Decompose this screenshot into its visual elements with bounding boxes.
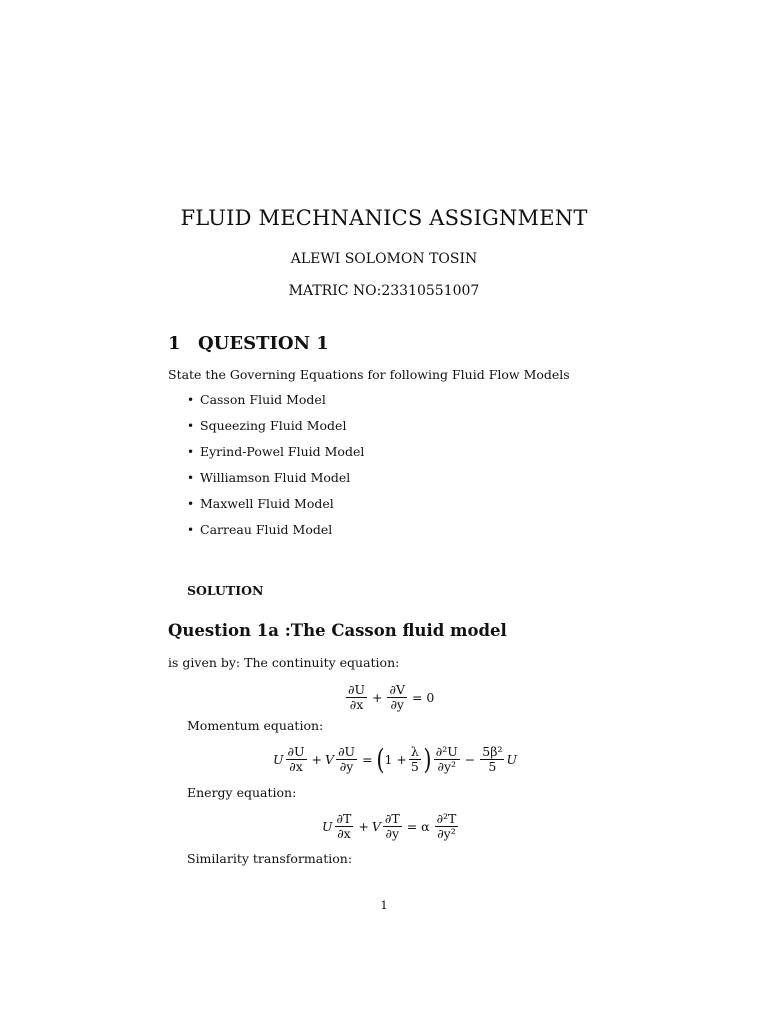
continuity-equation: $\frac{\partial U}{\partial x}$ + $\frac{\partial V}{\partial y}$ = 0	[348, 682, 435, 712]
energy-equation: U $\frac{\partial T}{\partial x}$ + V $\frac{\partial T}{\partial y}$ = α $\frac{\text{∂²T}}{\text{∂y²}}$	[322, 811, 457, 841]
bullet-icon: •	[187, 419, 195, 433]
fraction: $\frac{\text{∂²T}}{\text{∂y²}}$	[436, 811, 457, 841]
fraction: $\frac{\partial U}{\partial x}$	[287, 744, 305, 774]
question-intro: State the Governing Equations for following Fluid Flow Models	[168, 367, 570, 382]
fluid-model-list	[187, 391, 364, 547]
energy-label: Energy equation:	[187, 785, 297, 800]
bullet-icon: •	[187, 523, 195, 537]
subsection-heading: Question 1a :The Casson fluid model	[168, 621, 507, 640]
similarity-label: Similarity transformation:	[187, 851, 353, 866]
fraction: $\frac{\text{∂²U}}{\text{∂y²}}$	[435, 744, 458, 774]
fraction: $\frac{\partial T}{\partial x}$	[336, 811, 352, 841]
bullet-icon: •	[187, 497, 195, 511]
document-title: FLUID MECHNANICS ASSIGNMENT	[180, 206, 588, 230]
list-item: • Carreau Fluid Model	[187, 522, 333, 537]
momentum-label: Momentum equation:	[187, 718, 324, 733]
fraction: $\frac{\partial T}{\partial y}$	[384, 811, 400, 841]
solution-label: SOLUTION	[187, 583, 264, 598]
fraction: $\frac{\partial U}{\partial y}$	[338, 744, 356, 774]
bullet-icon: •	[187, 393, 195, 407]
list-item: • Squeezing Fluid Model	[187, 418, 347, 433]
section-number: 1	[168, 333, 181, 354]
section-heading	[168, 333, 329, 354]
list-item: • Williamson Fluid Model	[187, 470, 351, 485]
list-item: • Casson Fluid Model	[187, 392, 326, 407]
fraction: $\frac{\lambda}{5}$	[410, 744, 419, 774]
list-item: • Maxwell Fluid Model	[187, 496, 334, 511]
fraction: $\frac{\partial V}{\partial y}$	[389, 682, 405, 712]
fraction: $\frac{\partial U}{\partial x}$	[348, 682, 365, 712]
continuity-intro: is given by: The continuity equation:	[168, 655, 400, 670]
list-item: • Eyrind-Powel Fluid Model	[187, 444, 365, 459]
fraction: $\frac{\text{5β²}}{5}$	[482, 744, 503, 774]
bullet-icon: •	[187, 471, 195, 485]
momentum-equation: U $\frac{\partial U}{\partial x}$ + V $\frac{\partial U}{\partial y}$ = ( 1 + $\frac{\lambda}{5}$ ) $\frac{\text{∂²U}}{\text{∂y²}}$ − $\frac{\text{5β²}}{5}$ U	[273, 742, 518, 776]
page-number: 1	[380, 898, 388, 912]
matric-number: MATRIC NO:23310551007	[288, 283, 480, 299]
author-name: ALEWI SOLOMON TOSIN	[290, 251, 478, 267]
bullet-icon: •	[187, 445, 195, 459]
section-title: QUESTION 1	[198, 333, 329, 354]
